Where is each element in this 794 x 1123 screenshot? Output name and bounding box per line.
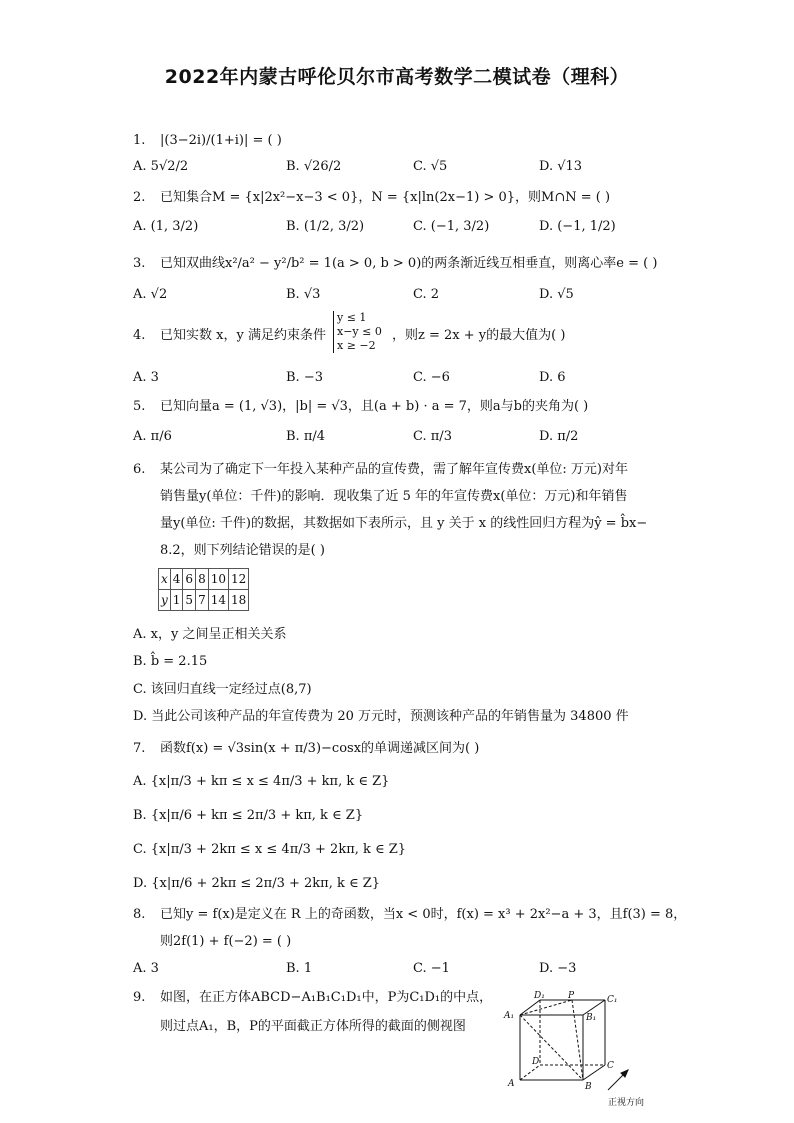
table-cell: 12 (228, 569, 248, 590)
table-cell: 10 (208, 569, 228, 590)
table-row (159, 590, 249, 611)
option-value: √2 (150, 287, 168, 302)
option-value: π/3 (430, 429, 452, 444)
table-header-cell: x (159, 569, 171, 590)
option-label: A. (1, 3/2) (133, 219, 199, 234)
option-label: B. √26/2 (286, 159, 342, 174)
question-stem: 函数f(x) = √3sin(x + π/3)−cosx的单调递减区间为( ) (160, 741, 480, 756)
option-value: 1 (303, 961, 313, 976)
constraint-system: y ≤ 1 x−y ≤ 0 x ≥ −2 (333, 311, 382, 353)
question-number: 3. (133, 256, 146, 271)
option-label: D. π/2 (539, 429, 579, 444)
option-value: (−1, 1/2) (557, 219, 616, 234)
option-label: D. √5 (539, 287, 574, 302)
table-cell: 6 (183, 569, 196, 590)
question-stem-line: 量y(单位: 千件)的数据，其数据如下表所示，且 y 关于 x 的线性回归方程为ŷ = b̂x− (160, 516, 648, 531)
option-text: C. {x|π/3 + 2kπ ≤ x ≤ 4π/3 + 2kπ, k ∈ Z} (133, 842, 407, 857)
question-stem-line: 销售量y(单位：千件)的影响．现收集了近 5 年的年宣传费x(单位：万元)和年销售 (160, 489, 628, 504)
table-row (159, 569, 249, 590)
question-number: 9. (133, 990, 146, 1005)
question-number: 6. (133, 462, 146, 477)
question-number: 7. (133, 741, 146, 756)
question-stem-line: 已知y = f(x)是定义在 R 上的奇函数，当x < 0时，f(x) = x³ + 2x²−a + 3，且f(3) = 8， (160, 907, 687, 922)
option-label: D. (−1, 1/2) (539, 219, 616, 234)
option-value: √5 (430, 159, 448, 174)
vertex-label: B (585, 1082, 592, 1092)
question-stem-tail: ，则z = 2x + y的最大值为( ) (392, 328, 566, 343)
option-value: (1/2, 3/2) (303, 219, 365, 234)
option-value: 3 (150, 961, 159, 976)
question-stem: 已知双曲线x²/a² − y²/b² = 1(a > 0, b > 0)的两条渐近线互相垂直，则离心率e = ( ) (160, 256, 658, 271)
vertex-label: P (568, 991, 575, 1001)
cube-edge (520, 1000, 540, 1015)
table-cell: 14 (208, 590, 228, 611)
option-text: C. 该回归直线一定经过点(8,7) (133, 682, 312, 697)
table-cell: 4 (170, 569, 183, 590)
option-label: A. 3 (133, 370, 159, 385)
vertex-label: D (532, 1057, 540, 1067)
table-cell: 18 (228, 590, 248, 611)
option-value: 2 (430, 287, 440, 302)
question-stem-line: 某公司为了确定下一年投入某种产品的宣传费，需了解年宣传费x(单位: 万元)对年 (160, 462, 628, 477)
question-number: 1. (133, 133, 146, 148)
option-label: B. −3 (286, 370, 323, 385)
option-text: A. x，y 之间呈正相关关系 (133, 627, 287, 642)
question-number: 8. (133, 907, 146, 922)
option-label: C. π/3 (413, 429, 452, 444)
question-stem-line: 如图，在正方体ABCD−A₁B₁C₁D₁中，P为C₁D₁的中点， (160, 990, 493, 1005)
option-label: C. −6 (413, 370, 450, 385)
option-label: D. −3 (539, 961, 577, 976)
page-title: 2022年内蒙古呼伦贝尔市高考数学二模试卷（理科） (164, 66, 630, 88)
section-line (520, 1015, 583, 1080)
option-value: 6 (557, 370, 566, 385)
option-value: π/4 (303, 429, 326, 444)
question-stem-line: 8.2，则下列结论错误的是( ) (160, 543, 325, 558)
table-header-cell: y (159, 590, 171, 611)
table-cell: 5 (183, 590, 196, 611)
option-value: −3 (557, 961, 577, 976)
question-number: 5. (133, 399, 146, 414)
option-label: A. 3 (133, 961, 159, 976)
vertex-label: D₁ (534, 991, 545, 1001)
option-label: B. √3 (286, 287, 321, 302)
option-value: −6 (430, 370, 450, 385)
question-number: 4. (133, 328, 146, 343)
option-value: √3 (303, 287, 321, 302)
option-text: D. 当此公司该种产品的年宣传费为 20 万元时，预测该种产品的年销售量为 34800 件 (133, 709, 629, 724)
question-number: 2. (133, 190, 146, 205)
option-label: C. √5 (413, 159, 448, 174)
section-line (520, 1000, 572, 1015)
option-value: 3 (150, 370, 159, 385)
hidden-edge (520, 1065, 540, 1080)
table-cell: 7 (196, 590, 209, 611)
option-label: D. √13 (539, 159, 583, 174)
cube-edge (583, 1065, 605, 1080)
option-label: A. π/6 (133, 429, 172, 444)
option-label: B. 1 (286, 961, 313, 976)
vertex-label: B₁ (586, 1013, 597, 1023)
table-cell: 1 (170, 590, 183, 611)
option-value: √13 (557, 159, 583, 174)
question-stem: 已知实数 x，y 满足约束条件 (160, 328, 326, 343)
option-label: D. 6 (539, 370, 566, 385)
question-stem-line: 则2f(1) + f(−2) = ( ) (160, 934, 292, 949)
section-line (572, 1000, 583, 1080)
option-label: A. √2 (133, 287, 168, 302)
vertex-label: A (508, 1079, 515, 1089)
option-value: √26/2 (303, 159, 342, 174)
table-cell: 8 (196, 569, 209, 590)
vertex-label: C₁ (607, 995, 618, 1005)
option-label: C. (−1, 3/2) (413, 219, 490, 234)
option-label: C. 2 (413, 287, 440, 302)
option-value: √5 (557, 287, 574, 302)
question-stem-line: 则过点A₁，B，P的平面截正方体所得的截面的侧视图 (160, 1019, 466, 1034)
question-stem: 已知向量a = (1, √3)，|b| = √3，且(a + b) · a = 7，则a与b的夹角为( ) (160, 399, 589, 414)
option-text: D. {x|π/6 + 2kπ ≤ 2π/3 + 2kπ, k ∈ Z} (133, 876, 381, 891)
question-stem: |(3−2i)/(1+i)| = ( ) (160, 133, 282, 148)
option-value: π/6 (150, 429, 172, 444)
option-value: π/2 (557, 429, 579, 444)
option-text: B. b̂ = 2.15 (133, 654, 208, 669)
option-label: C. −1 (413, 961, 450, 976)
option-text: A. {x|π/3 + kπ ≤ x ≤ 4π/3 + kπ, k ∈ Z} (133, 774, 390, 789)
question-stem: 已知集合M = {x|2x²−x−3 < 0}，N = {x|ln(2x−1) > 0}，则M∩N = ( ) (160, 190, 611, 205)
option-value: −1 (430, 961, 450, 976)
data-table (158, 568, 249, 611)
vertex-label: C (607, 1061, 614, 1071)
view-direction-label: 正视方向 (608, 1098, 645, 1108)
option-value: 5√2/2 (150, 159, 189, 174)
option-value: (−1, 3/2) (430, 219, 490, 234)
vertex-label: A₁ (504, 1011, 515, 1021)
option-value: −3 (303, 370, 323, 385)
option-value: (1, 3/2) (150, 219, 199, 234)
cube-figure (500, 990, 670, 1110)
option-label: B. (1/2, 3/2) (286, 219, 365, 234)
option-label: B. π/4 (286, 429, 326, 444)
option-label: A. 5√2/2 (133, 159, 189, 174)
option-text: B. {x|π/6 + kπ ≤ 2π/3 + kπ, k ∈ Z} (133, 808, 364, 823)
